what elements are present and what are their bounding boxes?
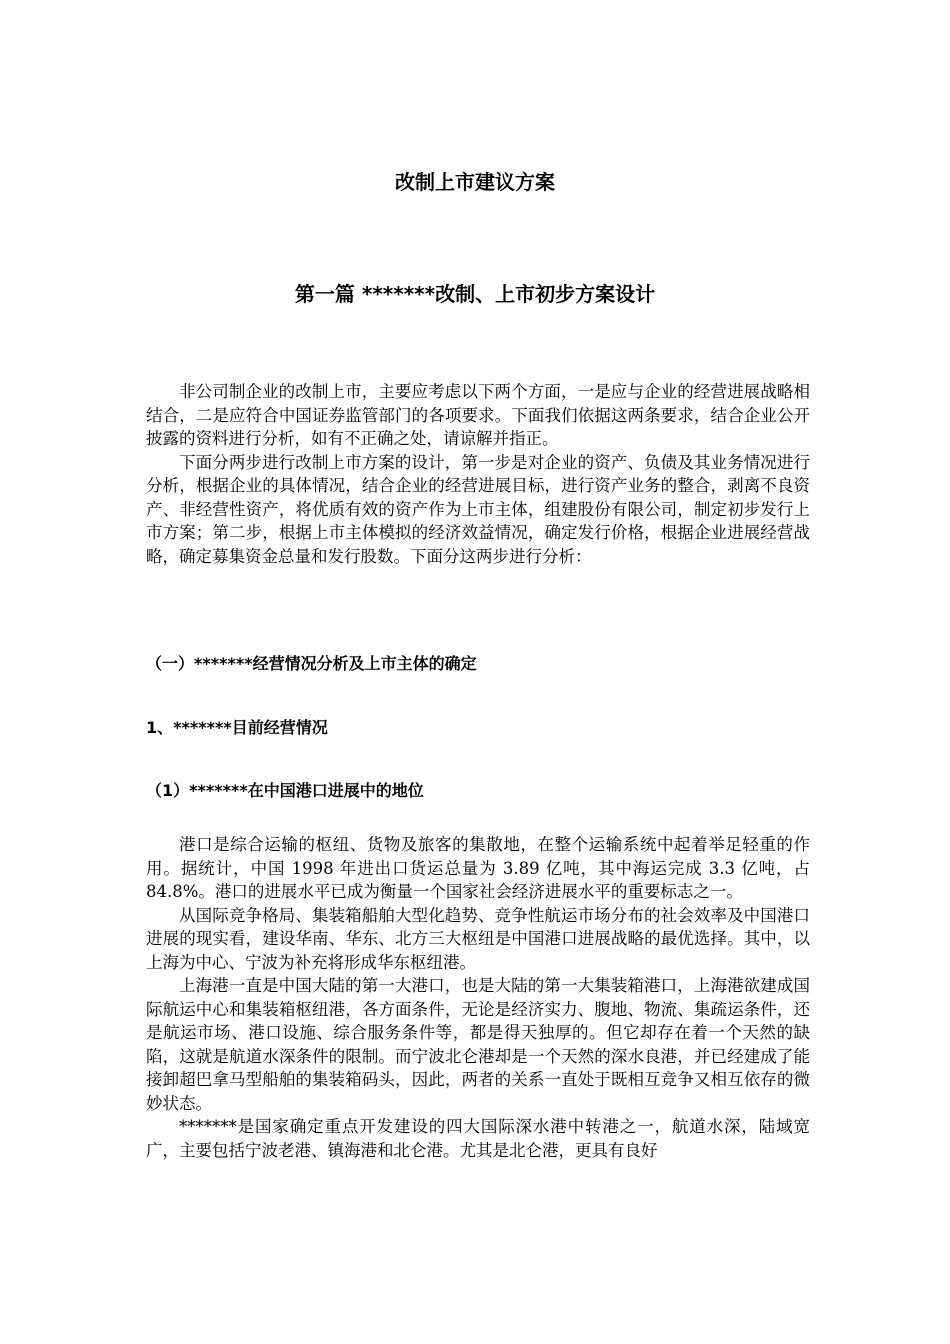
section-heading: （一）*******经营情况分析及上市主体的确定 xyxy=(146,654,477,673)
body-paragraph: 上海港一直是中国大陆的第一大港口，也是大陆的第一大集装箱港口，上海港欲建成国际航运中心和集装箱枢纽港，各方面条件，无论是经济实力、腹地、物流、集疏运条件，还是航运市场、港口设施、综合服务条件等，都是得天独厚的。但它却存在着一个天然的缺陷，这就是航道水深条件的限制。而宁波北仑港却是一个天然的深水良港，并已经建成了能接卸超巴拿马型船舶的集装箱码头，因此，两者的关系一直处于既相互竞争又相互依存的微妙状态。 xyxy=(146,976,810,1113)
body-paragraph: *******是国家确定重点开发建设的四大国际深水港中转港之一，航道水深，陆域宽广，主要包括宁波老港、镇海港和北仑港。尤其是北仑港，更具有良好 xyxy=(146,1117,810,1160)
intro-paragraph: 非公司制企业的改制上市，主要应考虑以下两个方面，一是应与企业的经营进展战略相结合，二是应符合中国证券监管部门的各项要求。下面我们依据这两条要求，结合企业公开披露的资料进行分析，如有不正确之处，请谅解并指正。 xyxy=(146,382,810,448)
document-title: 改制上市建议方案 xyxy=(395,170,555,194)
intro-paragraph: 下面分两步进行改制上市方案的设计，第一步是对企业的资产、负债及其业务情况进行分析，根据企业的具体情况，结合企业的经营进展目标，进行资产业务的整合，剥离不良资产、非经营性资产，将优质有效的资产作为上市主体，组建股份有限公司，制定初步发行上市方案；第二步，根据上市主体模拟的经济效益情况，确定发行价格，根据企业进展经营战略，确定募集资金总量和发行股数。下面分这两步进行分析： xyxy=(146,452,810,566)
subsection-heading: 1、*******目前经营情况 xyxy=(146,718,328,737)
sub-subsection-heading: （1）*******在中国港口进展中的地位 xyxy=(146,781,424,800)
part-title: 第一篇 *******改制、上市初步方案设计 xyxy=(294,282,656,306)
body-section xyxy=(146,833,810,1162)
intro-section xyxy=(146,380,810,568)
body-paragraph: 港口是综合运输的枢纽、货物及旅客的集散地，在整个运输系统中起着举足轻重的作用。据统计，中国 1998 年进出口货运总量为 3.89 亿吨，其中海运完成 3.3 亿吨，占 84.8%。港口的进展水平已成为衡量一个国家社会经济进展水平的重要标志之一。 xyxy=(146,835,810,901)
body-paragraph: 从国际竞争格局、集装箱船舶大型化趋势、竞争性航运市场分布的社会效率及中国港口进展的现实看，建设华南、华东、北方三大枢纽是中国港口进展战略的最优选择。其中，以上海为中心、宁波为补充将形成华东枢纽港。 xyxy=(146,905,810,972)
